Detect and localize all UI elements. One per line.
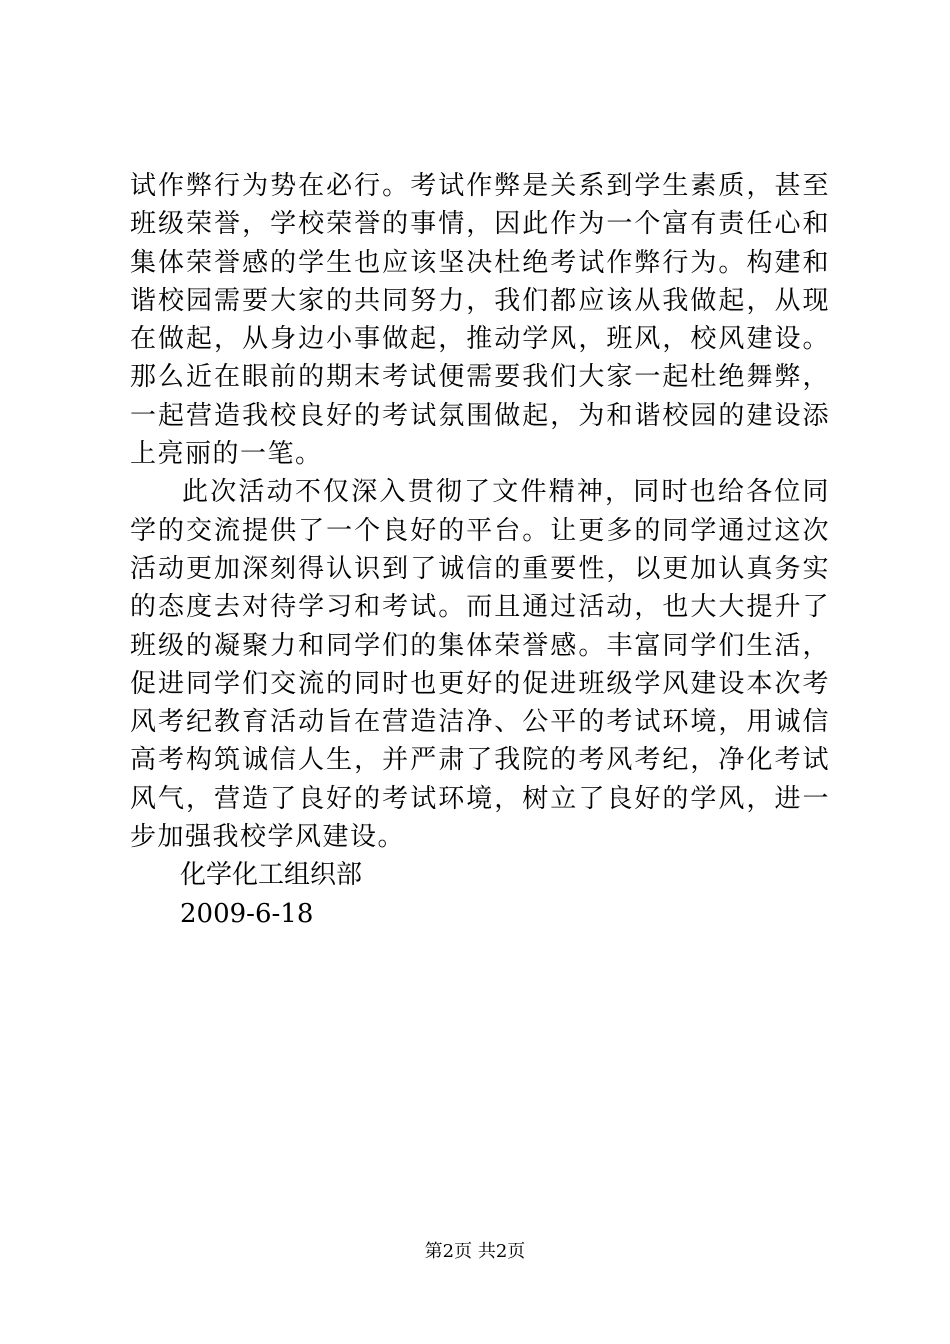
- signature-date: 2009-6-18: [180, 898, 314, 929]
- page-number-footer: 第2页 共2页: [424, 1241, 526, 1262]
- document-body: [130, 167, 830, 933]
- paragraph-continuation: 试作弊行为势在必行。考试作弊是关系到学生素质，甚至班级荣誉，学校荣誉的事情，因此作为一个富有责任心和集体荣誉感的学生也应该坚决杜绝考试作弊行为。构建和谐校园需要大家的共同努力，我们都应该从我做起，从现在做起，从身边小事做起，推动学风，班风，校风建设。那么近在眼前的期末考试便需要我们大家一起杜绝舞弊，一起营造我校良好的考试氛围做起，为和谐校园的建设添上亮丽的一笔。: [130, 171, 830, 470]
- signature-organization: 化学化工组织部: [180, 860, 363, 891]
- paragraph-activity-summary: 此次活动不仅深入贯彻了文件精神，同时也给各位同学的交流提供了一个良好的平台。让更多的同学通过这次活动更加深刻得认识到了诚信的重要性，以更加认真务实的态度去对待学习和考试。而且通过活动，也大大提升了班级的凝聚力和同学们的集体荣誉感。丰富同学们生活，促进同学们交流的同时也更好的促进班级学风建设本次考风考纪教育活动旨在营造洁净、公平的考试环境，用诚信高考构筑诚信人生，并严肃了我院的考风考纪，净化考试风气，营造了良好的考试环境，树立了良好的学风，进一步加强我校学风建设。: [130, 477, 830, 853]
